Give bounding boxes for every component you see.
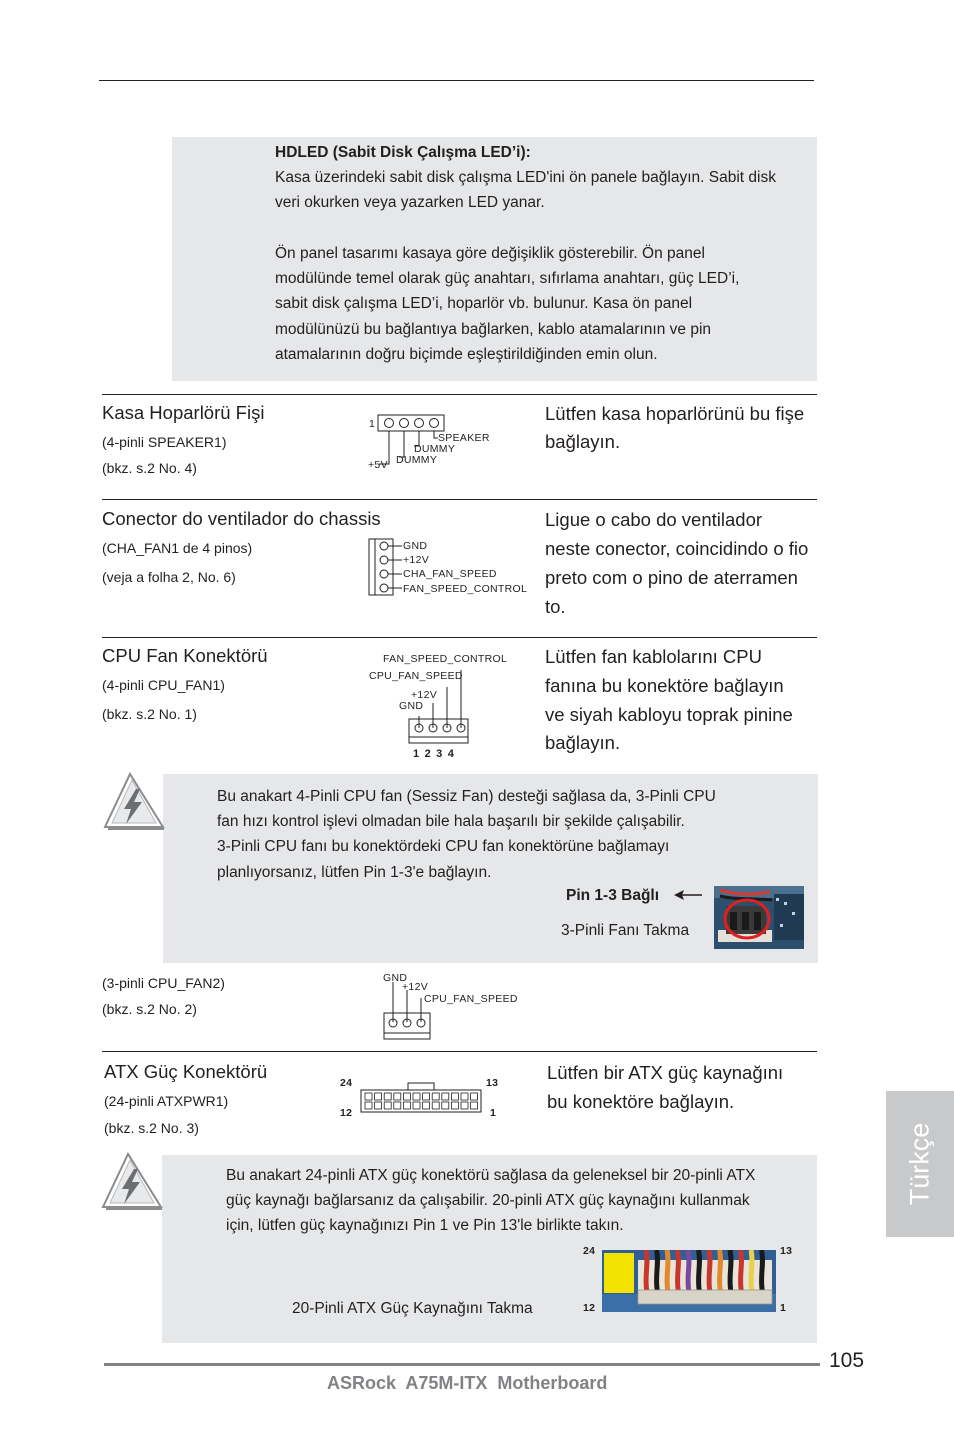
speaker-rule	[102, 394, 817, 395]
chassis-fan-sub-1: (CHA_FAN1 de 4 pinos)	[102, 540, 253, 556]
chassis-fan-title: Conector do ventilador do chassis	[102, 508, 381, 529]
speaker-pin-4	[430, 419, 439, 428]
atx-pin	[403, 1102, 410, 1109]
atx-pin-1-label: 1	[490, 1107, 497, 1119]
atx-pin-13-label: 13	[486, 1077, 499, 1089]
atx-rule	[102, 1051, 817, 1052]
cpu-fan2-12v-label: +12V	[402, 981, 429, 993]
top-rule	[99, 80, 814, 81]
atx-pin	[394, 1102, 401, 1109]
atx-wire	[730, 1250, 731, 1292]
atx-wire	[646, 1250, 647, 1292]
cpu-fan-desc-3: ve siyah kabloyu toprak pinine	[545, 704, 793, 725]
atx-wire	[751, 1250, 752, 1292]
hdled-line-3: Ön panel tasarımı kasaya göre değişiklik gösterebilir. Ön panel	[275, 245, 705, 262]
atx-pin	[442, 1102, 449, 1109]
cpu-note-line-1: Bu anakart 4-Pinli CPU fan (Sessiz Fan) desteği sağlasa da, 3-Pinli CPU	[217, 788, 716, 805]
atx-pin	[384, 1093, 391, 1100]
atx-note-line-3: için, lütfen güç kaynağınızı Pin 1 ve Pin 13'le birlikte takın.	[226, 1217, 624, 1234]
chassis-pin-gnd-label: GND	[403, 540, 428, 552]
cpu-note-line-2: fan hızı kontrol işlevi olmadan bile hala başarılı bir şekilde çalışabilir.	[217, 813, 685, 830]
atx-pin	[442, 1093, 449, 1100]
speaker-pin-dummy1-label: DUMMY	[414, 443, 456, 455]
chassis-pin-12v-label: +12V	[403, 554, 430, 566]
cpu-note-pin-label: Pin 1-3 Bağlı	[566, 887, 660, 904]
chassis-fan-desc-3: preto com o pino de aterramen	[545, 567, 798, 588]
speaker-pin-1	[385, 419, 394, 428]
atx-pin	[394, 1093, 401, 1100]
chassis-fan-desc-2: neste conector, coincidindo o fio	[545, 538, 809, 559]
footer-rule	[104, 1363, 820, 1366]
atx-title: ATX Güç Konektörü	[104, 1061, 268, 1082]
chassis-fan-desc-4: to.	[545, 596, 566, 617]
cpu-fan-speed-control-label: FAN_SPEED_CONTROL	[383, 653, 508, 665]
footer-product: ASRock A75M-ITX Motherboard	[327, 1373, 608, 1393]
hdled-line-4: modülünde temel olarak güç anahtarı, sıfırlama anahtarı, güç LED’i,	[275, 270, 740, 287]
speaker-desc-2: bağlayın.	[545, 431, 621, 452]
atx-pin	[375, 1102, 382, 1109]
cpu-fan-gnd-label: GND	[399, 700, 424, 712]
atx-note-install-label: 20-Pinli ATX Güç Kaynağını Takma	[292, 1300, 533, 1317]
chassis-pin-4	[380, 584, 388, 592]
hdled-line-5: sabit disk çalışma LED’i, hoparlör vb. bulunur. Kasa ön panel	[275, 295, 693, 312]
chassis-fan-rule	[102, 499, 817, 500]
atx-pin	[413, 1093, 420, 1100]
cpu-note-install-label: 3-Pinli Fanı Takma	[561, 922, 690, 939]
speaker-pin-dummy2-label: DUMMY	[396, 454, 438, 466]
atx-pin	[461, 1093, 468, 1100]
atx-photo-pin-1-label: 1	[780, 1302, 787, 1314]
cpu-fan-sub-2: (bkz. s.2 No. 1)	[102, 706, 197, 722]
atx-pin	[403, 1093, 410, 1100]
speaker-pin-2	[400, 419, 409, 428]
chassis-fan-connector-diagram	[366, 536, 406, 598]
cpu-fan-12v-label: +12V	[411, 689, 438, 701]
atx-pin	[451, 1093, 458, 1100]
atx-wire	[720, 1250, 721, 1292]
atx-wire	[657, 1250, 658, 1292]
chassis-pin-control-label: FAN_SPEED_CONTROL	[403, 583, 528, 595]
cpu-fan-pin-numbers: 1 2 3 4	[413, 748, 456, 760]
speaker-desc-1: Lütfen kasa hoparlörünü bu fişe	[545, 403, 805, 424]
cpu-fan-title: CPU Fan Konektörü	[102, 645, 268, 666]
atx-wire	[667, 1250, 668, 1292]
atx-sub-2: (bkz. s.2 No. 3)	[104, 1120, 199, 1136]
hdled-line-7: atamalarının doğru biçimde eşleştirildiğinden emin olun.	[275, 346, 658, 363]
atx-pin	[365, 1102, 372, 1109]
chassis-fan-sub-2: (veja a folha 2, No. 6)	[102, 569, 236, 585]
atx-sub-1: (24-pinli ATXPWR1)	[104, 1093, 229, 1109]
speaker-pin-3	[415, 419, 424, 428]
atx-pin	[451, 1102, 458, 1109]
atx-note-line-2: güç kaynağı bağlarsanız da çalışabilir. 20-pinli ATX güç kaynağını kullanmak	[226, 1192, 750, 1209]
speaker-sub-2: (bkz. s.2 No. 4)	[102, 460, 197, 476]
cpu-fan-desc-1: Lütfen fan kablolarını CPU	[545, 646, 762, 667]
atx-pin	[413, 1102, 420, 1109]
chassis-pin-2	[380, 556, 388, 564]
atx-pin	[423, 1102, 430, 1109]
atx-desc-1: Lütfen bir ATX güç kaynağını	[547, 1062, 784, 1083]
hdled-line-1: Kasa üzerindeki sabit disk çalışma LED'ini ön panele bağlayın. Sabit disk	[275, 169, 776, 186]
atx-pin	[365, 1093, 372, 1100]
cpu-fan-desc-4: bağlayın.	[545, 732, 621, 753]
atx-wire	[762, 1250, 763, 1292]
atx-photo-pin-24-label: 24	[583, 1245, 596, 1257]
atx-pin	[423, 1093, 430, 1100]
atx-wire	[741, 1250, 742, 1292]
cpu-fan-speed-label: CPU_FAN_SPEED	[369, 670, 463, 682]
atx-pin	[432, 1102, 439, 1109]
chassis-pin-1	[380, 542, 388, 550]
speaker-pin-speaker-label: SPEAKER	[438, 432, 490, 444]
atx-pin	[461, 1102, 468, 1109]
atx-desc-2: bu konektöre bağlayın.	[547, 1091, 735, 1112]
cpu-fan-photo	[714, 886, 804, 949]
atx-pin	[384, 1102, 391, 1109]
chassis-pin-3	[380, 570, 388, 578]
hdled-title: HDLED (Sabit Disk Çalışma LED’i):	[275, 144, 531, 161]
cpu-fan2-gnd-label: GND	[383, 972, 408, 984]
warning-icon	[100, 1151, 164, 1211]
atx-pin-12-label: 12	[340, 1107, 353, 1119]
atx-pin	[432, 1093, 439, 1100]
speaker-pin-5v-label: +5V	[368, 459, 388, 471]
cpu-fan-rule	[102, 637, 817, 638]
speaker-pin-one-label: 1	[369, 418, 376, 430]
arrow-left-icon	[674, 888, 704, 902]
warning-icon	[102, 771, 166, 831]
cpu-fan2-speed-label: CPU_FAN_SPEED	[424, 993, 518, 1005]
cpu-fan2-sub-2: (bkz. s.2 No. 2)	[102, 1001, 197, 1017]
hdled-line-6: modülünüzü bu bağlantıya bağlarken, kablo atamalarının ve pin	[275, 321, 712, 338]
atx-pin	[375, 1093, 382, 1100]
atx-photo-pin-12-label: 12	[583, 1302, 596, 1314]
cpu-fan-sub-1: (4-pinli CPU_FAN1)	[102, 677, 225, 693]
language-side-tab	[886, 1091, 954, 1237]
cpu-fan2-sub-1: (3-pinli CPU_FAN2)	[102, 975, 225, 991]
atx-wire	[699, 1250, 700, 1292]
atx-connector-diagram	[358, 1080, 486, 1116]
atx-wire	[709, 1250, 710, 1292]
atx-pin	[471, 1093, 478, 1100]
speaker-title: Kasa Hoparlörü Fişi	[102, 402, 265, 423]
cpu-note-line-3: 3-Pinli CPU fanı bu konektördeki CPU fan konektörüne bağlamayı	[217, 838, 670, 855]
atx-pin-24-label: 24	[340, 1077, 353, 1089]
atx-pin	[471, 1102, 478, 1109]
atx-note-line-1: Bu anakart 24-pinli ATX güç konektörü sağlasa da geleneksel bir 20-pinli ATX	[226, 1167, 756, 1184]
atx-wire	[688, 1250, 689, 1292]
speaker-sub-1: (4-pinli SPEAKER1)	[102, 434, 227, 450]
cpu-note-line-4: planlıyorsanız, lütfen Pin 1-3'e bağlayın.	[217, 864, 492, 881]
language-tab-label: Türkçe	[904, 1122, 935, 1206]
page-number: 105	[829, 1349, 865, 1372]
cpu-fan-desc-2: fanına bu konektöre bağlayın	[545, 675, 784, 696]
hdled-line-2: veri okurken veya yazarken LED yanar.	[275, 194, 545, 211]
atx-photo-pin-13-label: 13	[780, 1245, 793, 1257]
atx-wire	[678, 1250, 679, 1292]
chassis-pin-speed-label: CHA_FAN_SPEED	[403, 568, 497, 580]
atx-power-photo	[602, 1250, 776, 1312]
chassis-fan-desc-1: Ligue o cabo do ventilador	[545, 509, 763, 530]
